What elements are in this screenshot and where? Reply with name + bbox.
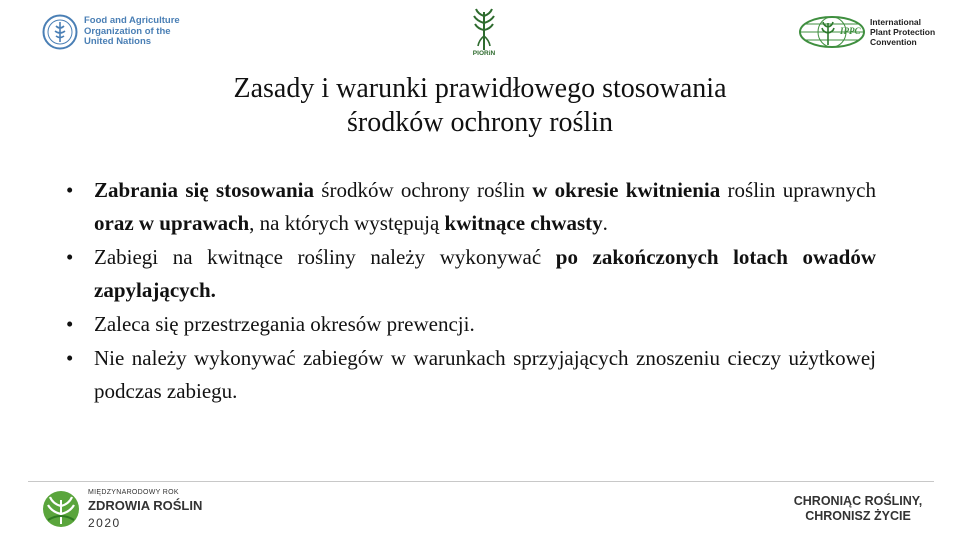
bullet-text: Zaleca się przestrzegania okresów prewencji. bbox=[94, 312, 475, 336]
bullet-bold-text: Zabrania się stosowania bbox=[94, 178, 314, 202]
fao-logo-text bbox=[84, 16, 180, 48]
bullet-text: środków ochrony roślin bbox=[313, 178, 533, 202]
fao-line-3: United Nations bbox=[84, 36, 152, 47]
bullet-bold-text: po zakończonych lotach owadów zapylających. bbox=[94, 245, 876, 302]
bullet-marker: • bbox=[66, 178, 74, 202]
bullet-bold-text: kwitnące chwasty bbox=[444, 211, 603, 235]
footer-divider bbox=[28, 481, 934, 482]
bullet-item bbox=[66, 241, 876, 307]
bullet-text: Zabiegi na kwitnące rośliny należy wykonywać bbox=[94, 245, 556, 269]
bullet-marker: • bbox=[66, 245, 74, 269]
slide-title-line-1: Zasady i warunki prawidłowego stosowania bbox=[233, 73, 727, 104]
bullet-text: , na których występują bbox=[249, 211, 445, 235]
bullet-item bbox=[66, 342, 876, 408]
bullet-item bbox=[66, 308, 876, 341]
ippc-emblem-label: IPPC bbox=[840, 26, 861, 36]
year-campaign-number: 2020 bbox=[88, 516, 121, 530]
ippc-line-1: International bbox=[870, 17, 922, 27]
slide-title bbox=[0, 72, 960, 140]
bullet-bold-text: w okresie kwitnienia bbox=[532, 178, 721, 202]
slogan-line-1: CHRONIĄC ROŚLINY, bbox=[793, 494, 923, 508]
slogan-line-2: CHRONISZ ŻYCIE bbox=[805, 509, 911, 523]
year-campaign-subtitle: MIĘDZYNARODOWY ROK bbox=[88, 489, 179, 496]
bullet-bold-text: oraz w uprawach bbox=[94, 211, 250, 235]
fao-line-2: Organization of the bbox=[84, 25, 171, 37]
bullet-text: roślin uprawnych bbox=[720, 178, 876, 202]
bullet-marker: • bbox=[66, 312, 74, 336]
ippc-line-2: Plant Protection bbox=[870, 27, 936, 37]
piorin-label: PIORiN bbox=[472, 50, 496, 57]
ippc-logo-text bbox=[870, 17, 935, 47]
ippc-globe-icon bbox=[798, 15, 866, 49]
fao-emblem-icon bbox=[42, 14, 78, 50]
slide-title-line-2: środków ochrony roślin bbox=[347, 107, 613, 138]
footer-slogan bbox=[780, 494, 936, 524]
bullet-text: . bbox=[602, 211, 608, 235]
fao-line-1: Food and Agriculture bbox=[84, 15, 180, 26]
bullet-marker: • bbox=[66, 346, 74, 370]
plant-health-year-icon bbox=[42, 490, 80, 528]
bullet-item bbox=[66, 174, 876, 240]
bullet-text: Nie należy wykonywać zabiegów w warunkach sprzyjających znoszeniu cieczy użytkowej podczas zabiegu. bbox=[94, 346, 876, 403]
bullet-list bbox=[66, 174, 876, 409]
year-campaign-title: ZDROWIA ROŚLIN bbox=[88, 498, 203, 513]
ippc-line-3: Convention bbox=[870, 37, 917, 47]
